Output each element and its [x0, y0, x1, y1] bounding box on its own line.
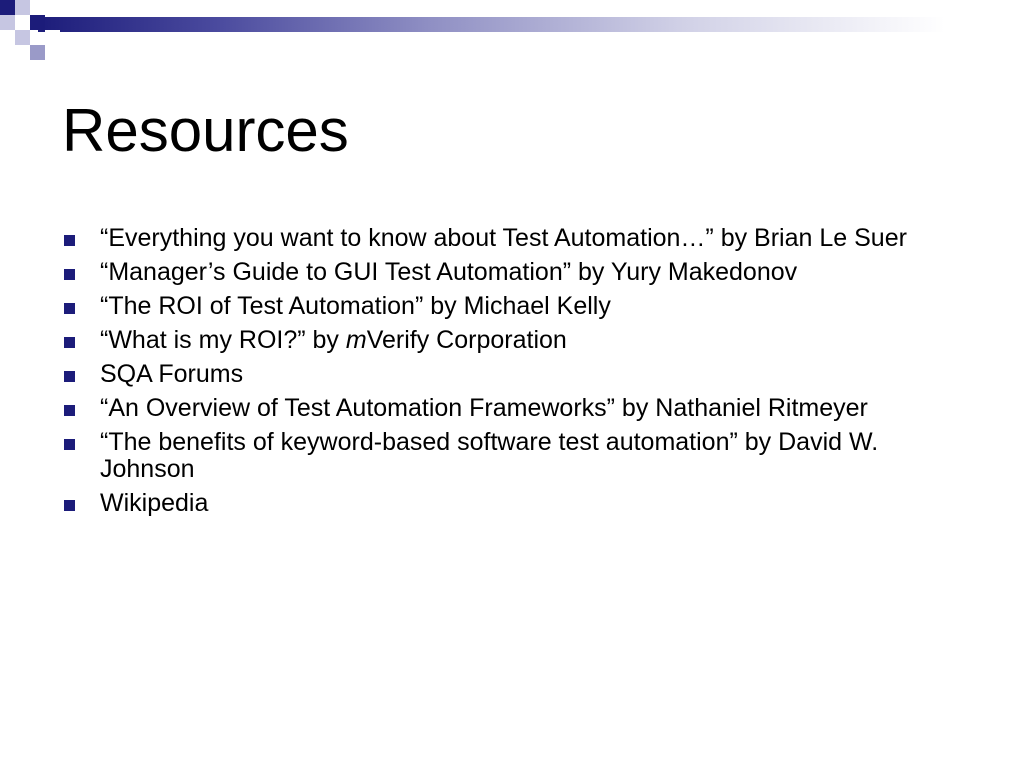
- decor-square: [30, 15, 45, 30]
- list-item: [64, 361, 964, 388]
- list-item: [64, 490, 964, 517]
- decor-square: [30, 0, 45, 15]
- decor-square: [15, 0, 30, 15]
- decor-square: [15, 30, 30, 45]
- list-item-text-suffix: Verify Corporation: [366, 326, 567, 354]
- slide-title: Resources: [62, 97, 349, 164]
- list-item-text: “Everything you want to know about Test Automation…” by Brian Le Suer: [100, 224, 907, 252]
- list-item: [64, 327, 964, 354]
- square-bullet-icon: [64, 439, 75, 450]
- list-item-text: SQA Forums: [100, 360, 244, 388]
- list-item: [64, 293, 964, 320]
- list-item-text: Wikipedia: [100, 489, 209, 517]
- list-item: [64, 429, 964, 483]
- list-item-text: “Manager’s Guide to GUI Test Automation” by Yury Makedonov: [100, 258, 798, 286]
- square-bullet-icon: [64, 500, 75, 511]
- square-bullet-icon: [64, 337, 75, 348]
- list-item-text: “An Overview of Test Automation Frameworks” by Nathaniel Ritmeyer: [100, 394, 868, 422]
- list-item-text: “The ROI of Test Automation” by Michael Kelly: [100, 292, 611, 320]
- list-item: [64, 259, 964, 286]
- square-bullet-icon: [64, 235, 75, 246]
- list-item: [64, 225, 964, 252]
- decor-square: [0, 0, 15, 15]
- square-bullet-icon: [64, 269, 75, 280]
- decor-square: [0, 15, 15, 30]
- square-bullet-icon: [64, 303, 75, 314]
- list-item-text: “The benefits of keyword-based software test automation” by David W. Johnson: [100, 428, 879, 483]
- header-gradient-band: [38, 17, 1024, 32]
- decor-square: [45, 30, 60, 45]
- list-item-text-prefix: “What is my ROI?” by: [100, 326, 346, 354]
- square-bullet-icon: [64, 405, 75, 416]
- list-item-text-italic: m: [345, 326, 367, 354]
- square-bullet-icon: [64, 371, 75, 382]
- decor-square: [30, 45, 45, 60]
- list-item: [64, 395, 964, 422]
- resource-list: [64, 225, 964, 524]
